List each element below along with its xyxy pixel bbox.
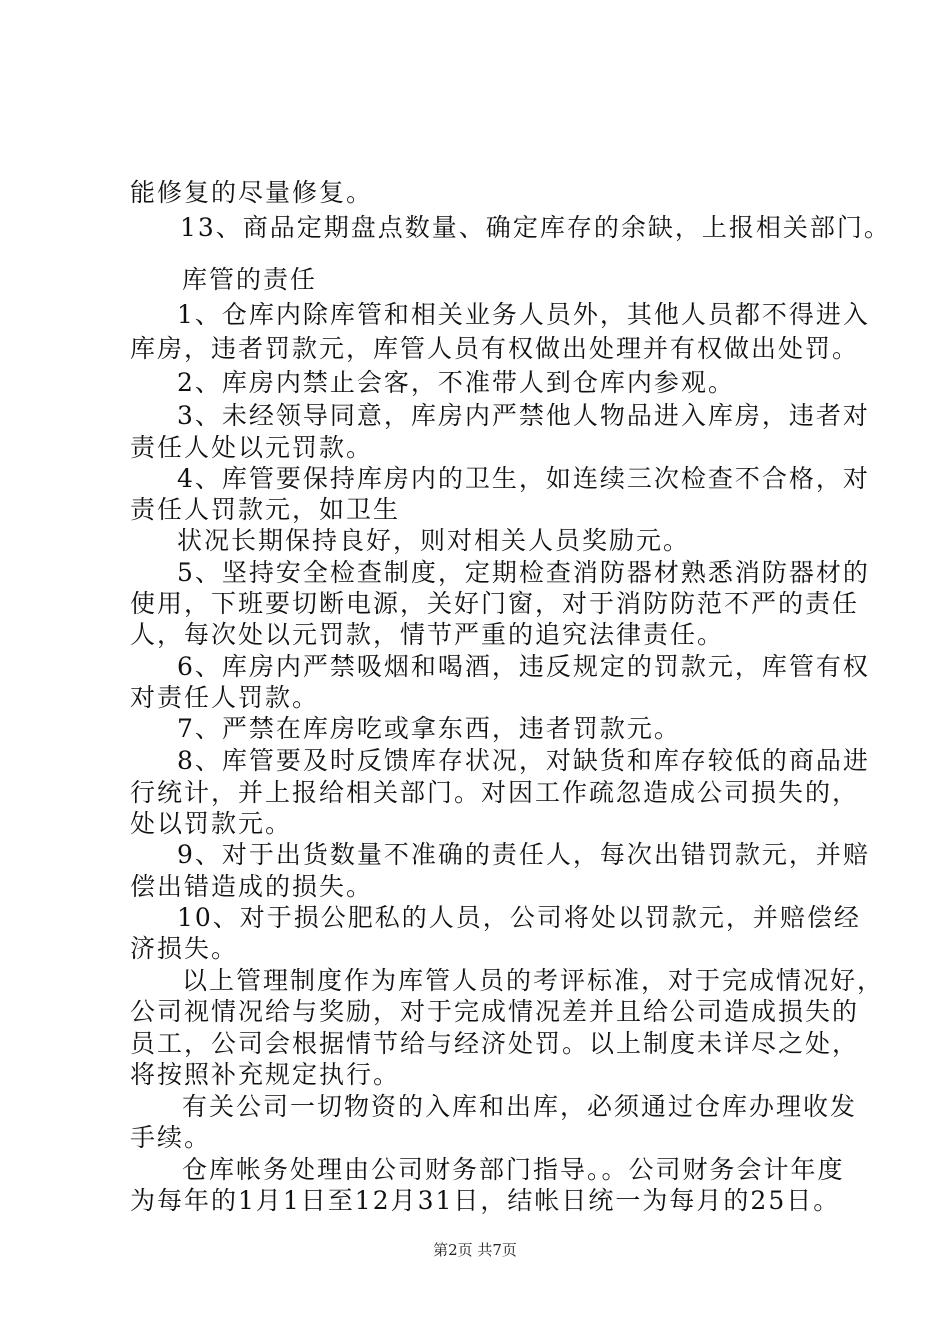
text-line: 有关公司一切物资的入库和出库，必须通过仓库办理收发 [182, 1092, 858, 1121]
text-line: 偿出错造成的损失。 [130, 872, 374, 901]
text-line: 6、库房内严禁吸烟和喝酒，违反规定的罚款元，库管有权 [177, 652, 870, 681]
text-line: 将按照补充规定执行。 [130, 1060, 401, 1089]
text-line: 对责任人罚款。 [130, 683, 320, 712]
text-line: 责任人罚款元，如卫生 [130, 495, 401, 524]
text-line: 状况长期保持良好，则对相关人员奖励元。 [177, 526, 691, 555]
text-line: 13、商品定期盘点数量、确定库存的余缺，上报相关部门。 [180, 213, 891, 242]
text-line: 能修复的尽量修复。 [130, 178, 374, 207]
section-heading: 库管的责任 [182, 265, 318, 294]
text-line: 8、库管要及时反馈库存状况，对缺货和库存较低的商品进 [177, 746, 870, 775]
text-line: 库房，违者罚款元，库管人员有权做出处理并有权做出处罚。 [130, 334, 860, 363]
text-line: 手续。 [130, 1123, 212, 1152]
page-footer [0, 1240, 950, 1260]
text-line: 行统计，并上报给相关部门。对因工作疏忽造成公司损失的， [130, 778, 860, 807]
text-line: 以上管理制度作为库管人员的考评标准，对于完成情况好， [182, 966, 885, 995]
page-number-label: 第2页 共7页 [433, 1241, 517, 1259]
text-line: 为每年的1月1日至12月31日，结帐日统一为每月的25日。 [130, 1186, 841, 1215]
text-line: 使用，下班要切断电源，关好门窗，对于消防防范不严的责任 [130, 589, 860, 618]
text-line: 员工，公司会根据情节给与经济处罚。以上制度未详尽之处， [130, 1029, 860, 1058]
text-line: 济损失。 [130, 934, 239, 963]
text-line: 9、对于出货数量不准确的责任人，每次出错罚款元，并赔 [177, 840, 870, 869]
text-line: 人，每次处以元罚款，情节严重的追究法律责任。 [130, 620, 725, 649]
text-line: 3、未经领导同意，库房内严禁他人物品进入库房，违者对 [177, 401, 870, 430]
text-line: 处以罚款元。 [130, 809, 293, 838]
text-line: 2、库房内禁止会客，不准带人到仓库内参观。 [177, 368, 735, 397]
text-line: 10、对于损公肥私的人员，公司将处以罚款元，并赔偿经 [177, 903, 861, 932]
text-line: 7、严禁在库房吃或拿东西，违者罚款元。 [177, 714, 681, 743]
text-line: 1、仓库内除库管和相关业务人员外，其他人员都不得进入 [177, 300, 870, 329]
text-line: 责任人处以元罚款。 [130, 433, 374, 462]
text-line: 4、库管要保持库房内的卫生，如连续三次检查不合格，对 [177, 464, 870, 493]
text-line: 仓库帐务处理由公司财务部门指导。。公司财务会计年度 [182, 1155, 845, 1184]
text-line: 5、坚持安全检查制度，定期检查消防器材熟悉消防器材的 [177, 558, 870, 587]
text-line: 公司视情况给与奖励，对于完成情况差并且给公司造成损失的 [130, 997, 860, 1026]
